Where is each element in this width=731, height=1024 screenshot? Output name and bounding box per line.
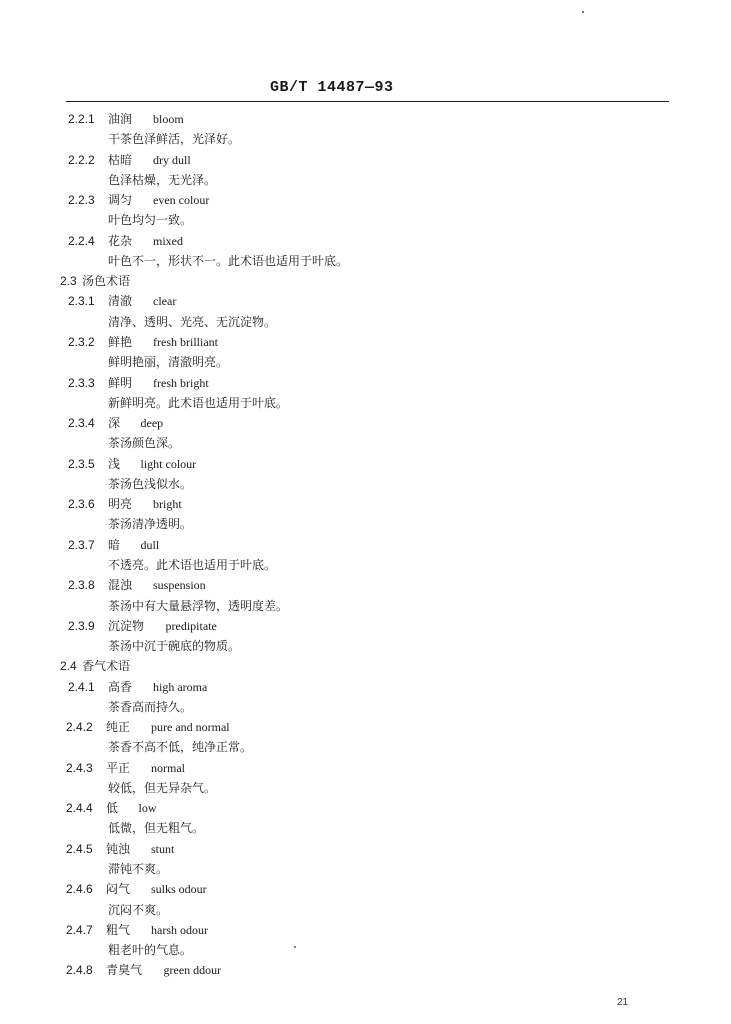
term-entry [0, 231, 731, 251]
term-chinese: 青臭气 [106, 963, 143, 978]
term-entry [0, 960, 731, 980]
term-chinese: 枯暗 [108, 152, 133, 167]
term-chinese: 平正 [106, 760, 131, 775]
clause-number: 2.2.1 [68, 112, 95, 126]
clause-number: 2.4 [60, 659, 77, 674]
term-english: predipitate [165, 618, 217, 633]
clause-number: 2.4.4 [66, 801, 93, 816]
term-entry [0, 758, 731, 778]
term-definition: 茶汤色浅似水。 [108, 476, 193, 491]
clause-number: 2.4.6 [66, 882, 93, 897]
clause-number: 2.4.1 [68, 679, 95, 694]
term-english: green ddour [163, 963, 222, 978]
term-entry [0, 839, 731, 859]
term-english: fresh bright [153, 375, 209, 390]
term-english: suspension [153, 578, 206, 593]
term-chinese: 花杂 [108, 233, 133, 248]
clause-number: 2.3.8 [68, 578, 95, 593]
clause-number: 2.4.5 [66, 841, 93, 856]
term-chinese: 钝浊 [106, 841, 131, 856]
term-chinese: 暗 [108, 537, 121, 552]
term-chinese: 高香 [108, 679, 133, 694]
term-chinese: 调匀 [108, 193, 133, 208]
term-english: sulks odour [151, 882, 207, 897]
term-definition: 茶香高而持久。 [108, 699, 193, 714]
term-entry [0, 332, 731, 352]
term-definition: 茶汤中有大量悬浮物，透明度差。 [108, 598, 289, 613]
clause-number: 2.4.7 [66, 922, 93, 937]
term-definition: 滞钝不爽。 [108, 862, 169, 876]
term-definition: 新鲜明亮。此术语也适用于叶底。 [108, 395, 289, 410]
term-chinese: 清澈 [108, 294, 133, 309]
term-entry [0, 494, 731, 514]
clause-number: 2.3.3 [68, 375, 95, 390]
term-english: pure and normal [151, 720, 230, 735]
term-entry [0, 798, 731, 818]
term-english: bloom [153, 112, 184, 126]
term-chinese: 沉淀物 [108, 618, 145, 633]
term-english: dull [140, 537, 160, 552]
document-header-title: GB/T 14487—93 [270, 79, 394, 96]
term-entry [0, 677, 731, 697]
term-definition: 粗老叶的气息。 [108, 943, 193, 958]
clause-number: 2.3 [60, 274, 77, 289]
term-english: stunt [151, 841, 175, 856]
term-entry [0, 291, 731, 311]
clause-number: 2.4.3 [66, 760, 93, 775]
term-definition: 较低，但无异杂气。 [108, 780, 217, 795]
clause-number: 2.2.4 [68, 233, 95, 248]
term-english: bright [153, 497, 182, 512]
term-english: light colour [140, 456, 197, 471]
term-chinese: 鲜明 [108, 375, 133, 390]
clause-number: 2.4.2 [66, 720, 93, 735]
term-definition: 沉闷不爽。 [108, 902, 169, 917]
term-entry [0, 190, 731, 210]
section-title: 汤色术语 [82, 274, 131, 289]
section-heading [0, 271, 731, 291]
clause-number: 2.2.2 [68, 152, 95, 167]
clause-number: 2.4.8 [66, 963, 93, 978]
term-definition: 低微，但无粗气。 [108, 821, 205, 836]
scan-speck [582, 11, 584, 13]
term-entry [0, 717, 731, 737]
term-english: normal [151, 760, 185, 775]
scan-speck [294, 946, 296, 948]
page-number: 21 [617, 997, 629, 1008]
term-definition: 色泽枯燥，无光泽。 [108, 172, 217, 187]
term-entry [0, 109, 731, 129]
section-heading [0, 656, 731, 676]
term-chinese: 闷气 [106, 882, 131, 897]
term-definition: 鲜明艳丽，清澈明亮。 [108, 355, 229, 370]
term-definition: 不透亮。此术语也适用于叶底。 [108, 557, 277, 572]
clause-number: 2.3.9 [68, 618, 95, 633]
clause-number: 2.3.2 [68, 335, 95, 349]
term-entry [0, 413, 731, 433]
clause-number: 2.3.1 [68, 294, 95, 309]
term-definition: 茶汤清净透明。 [108, 517, 193, 532]
term-entry [0, 575, 731, 595]
term-entry [0, 920, 731, 940]
term-definition: 茶汤中沉于碗底的物质。 [108, 639, 241, 653]
term-entry [0, 535, 731, 555]
term-chinese: 低 [106, 801, 119, 816]
header-rule [66, 101, 669, 102]
term-english: deep [140, 416, 164, 431]
term-entry [0, 373, 731, 393]
term-english: low [138, 801, 157, 816]
term-english: harsh odour [151, 922, 208, 937]
term-chinese: 深 [108, 416, 121, 431]
clause-number: 2.2.3 [68, 193, 95, 208]
clause-number: 2.3.5 [68, 456, 95, 471]
term-english: mixed [153, 233, 183, 248]
section-title: 香气术语 [82, 659, 131, 674]
term-definition: 茶汤颜色深。 [108, 436, 181, 451]
term-english: fresh brilliant [153, 335, 218, 349]
term-definition: 叶色不一，形状不一。此术语也适用于叶底。 [108, 253, 349, 268]
term-chinese: 纯正 [106, 720, 131, 735]
clause-number: 2.3.7 [68, 537, 95, 552]
term-chinese: 明亮 [108, 497, 133, 512]
term-chinese: 油润 [108, 112, 133, 126]
term-entry [0, 616, 731, 636]
term-definition: 干茶色泽鲜活，光泽好。 [108, 132, 241, 147]
term-english: even colour [153, 193, 210, 208]
term-english: clear [153, 294, 177, 309]
clause-number: 2.3.4 [68, 416, 95, 431]
term-definition: 茶香不高不低，纯净正常。 [108, 740, 253, 755]
term-chinese: 鲜艳 [108, 335, 133, 349]
term-entry [0, 879, 731, 899]
term-definition: 叶色均匀一致。 [108, 213, 193, 228]
term-entry [0, 454, 731, 474]
term-chinese: 混浊 [108, 578, 133, 593]
term-chinese: 浅 [108, 456, 121, 471]
term-english: high aroma [153, 679, 208, 694]
term-definition: 清净、透明、光亮、无沉淀物。 [108, 314, 277, 329]
clause-number: 2.3.6 [68, 497, 95, 512]
term-chinese: 粗气 [106, 922, 131, 937]
term-entry [0, 150, 731, 170]
term-english: dry dull [153, 152, 191, 167]
